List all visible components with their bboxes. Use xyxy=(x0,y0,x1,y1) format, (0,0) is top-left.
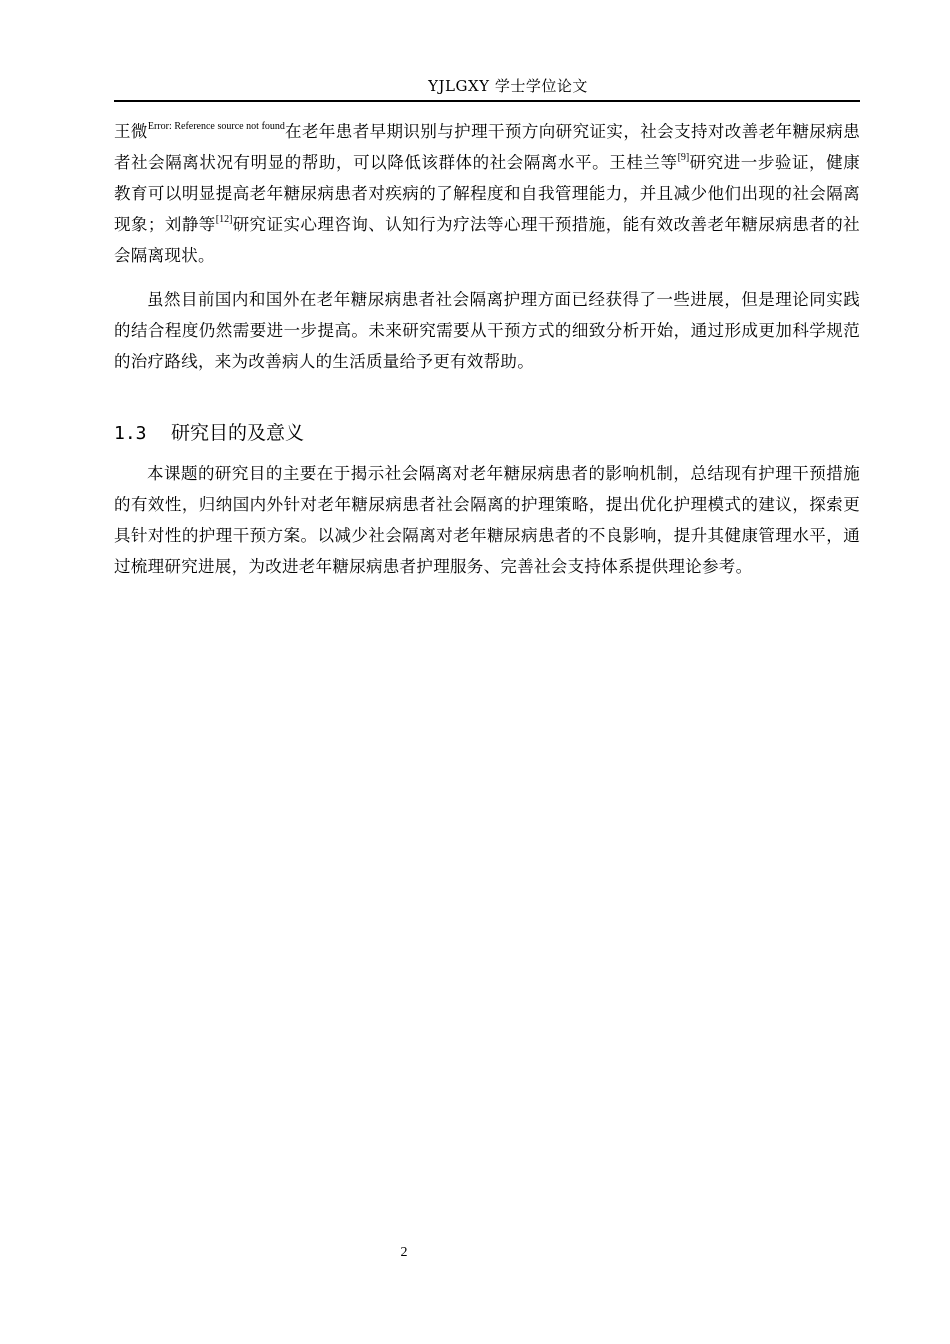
paragraph-text: 研究进一步验证，健康教育可以明显提高老年糖尿病患者对疾病的了解程度和自我管理能力，并且减少他们出现的社会隔离现象；刘静等 xyxy=(114,153,861,234)
page-header-title: YJLGXY 学士学位论文 xyxy=(428,77,588,95)
citation-reference: [12] xyxy=(215,214,233,225)
section-heading xyxy=(114,420,304,447)
section-number: 1.3 xyxy=(114,423,147,444)
page-number: 2 xyxy=(400,1245,408,1260)
paragraph-text: 在老年患者早期识别与护理干预方向研究证实，社会支持对改善老年糖尿病患者社会隔离状况有明显的帮助，可以降低该群体的社会隔离水平。王桂兰等 xyxy=(114,122,861,172)
paragraph-text: 研究证实心理咨询、认知行为疗法等心理干预措施，能有效改善老年糖尿病患者的社会隔离现状。 xyxy=(114,215,860,265)
citation-error-reference: Error: Reference source not found xyxy=(147,121,285,132)
citation-reference: [9] xyxy=(677,152,690,163)
section-title: 研究目的及意义 xyxy=(171,422,305,444)
header-divider xyxy=(114,100,860,102)
paragraph-literature-review xyxy=(114,116,860,271)
paragraph-summary: 虽然目前国内和国外在老年糖尿病患者社会隔离护理方面已经获得了一些进展，但是理论同实践的结合程度仍然需要进一步提高。未来研究需要从干预方式的细致分析开始，通过形成更加科学规范的治疗路线，来为改善病人的生活质量给予更有效帮助。 xyxy=(114,290,860,371)
paragraph-research-purpose: 本课题的研究目的主要在于揭示社会隔离对老年糖尿病患者的影响机制，总结现有护理干预措施的有效性，归纳国内外针对老年糖尿病患者社会隔离的护理策略，提出优化护理模式的建议，探索更具针对性的护理干预方案。以减少社会隔离对老年糖尿病患者的不良影响，提升其健康管理水平，通过梳理研究进展，为改进老年糖尿病患者护理服务、完善社会支持体系提供理论参考。 xyxy=(114,464,860,576)
paragraph-text: 王微 xyxy=(114,122,148,141)
